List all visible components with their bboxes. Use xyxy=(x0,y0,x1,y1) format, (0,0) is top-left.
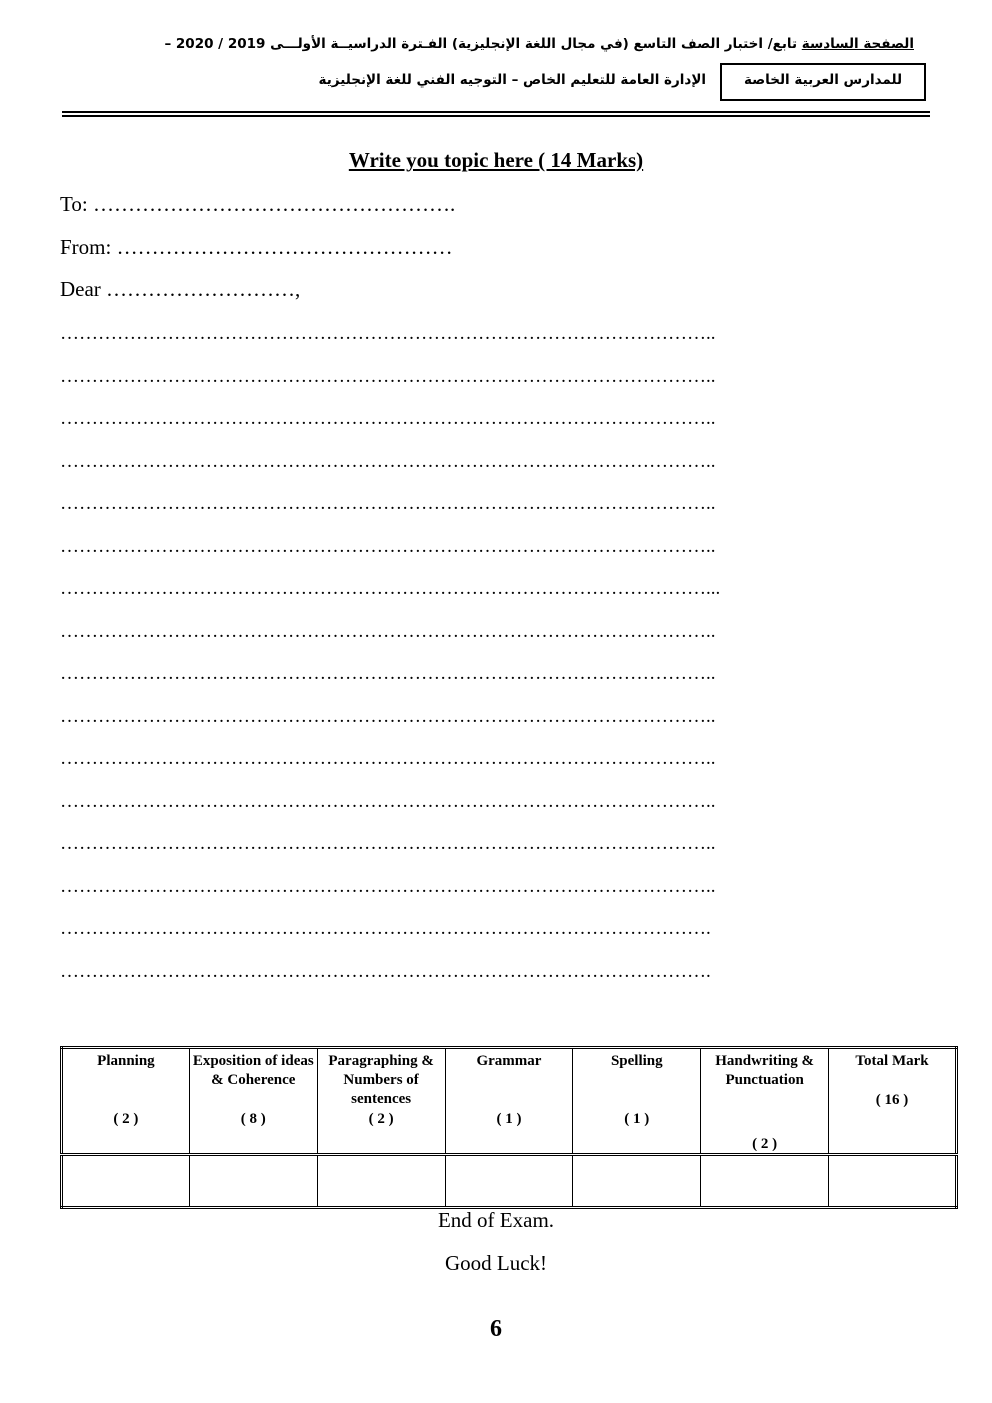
writing-line[interactable]: ………………………………………………………………………………………….. xyxy=(60,620,716,642)
exam-header-title xyxy=(62,36,914,52)
score-cell-handwriting[interactable] xyxy=(701,1155,829,1208)
rubric-criterion-grammar: Grammar ( 1 ) xyxy=(445,1048,573,1155)
rubric-header-row xyxy=(62,1048,957,1155)
writing-line[interactable]: ………………………………………………………………………………………….. xyxy=(60,493,716,514)
topic-title: Write you topic here ( 14 Marks) xyxy=(348,148,644,172)
good-luck-text: Good Luck! xyxy=(444,1251,548,1275)
exam-title: تابع/ اختبار الصف التاسع (في مجال اللغة الإنجليزية) الفـترة الدراسيــة الأولـــى 2019 / 2020 – xyxy=(164,36,798,52)
writing-line[interactable]: ………………………………………………………………………………………….. xyxy=(60,323,716,344)
rubric-criterion-paragraphing: Paragraphing & Numbers of sentences ( 2 ) xyxy=(317,1048,445,1155)
score-cell-paragraphing[interactable] xyxy=(317,1155,445,1208)
score-cell-planning[interactable] xyxy=(62,1155,190,1208)
end-of-exam-text: End of Exam. xyxy=(437,1208,555,1232)
writing-line[interactable]: ………………………………………………………………………………………….. xyxy=(60,535,716,557)
rubric-criterion-total: Total Mark ( 16 ) xyxy=(829,1048,957,1155)
writing-line[interactable]: …………………………………………………………………………………………. xyxy=(60,918,711,939)
writing-line[interactable]: ………………………………………………………………………………………….. xyxy=(60,408,716,429)
rubric-criterion-handwriting: Handwriting & Punctuation ( 2 ) xyxy=(701,1048,829,1155)
dear-line[interactable]: Dear ………………………, xyxy=(60,277,301,301)
writing-line[interactable]: ………………………………………………………………………………………….. xyxy=(60,365,716,387)
marking-rubric-table xyxy=(60,1046,958,1209)
writing-line[interactable]: …………………………………………………………………………………………... xyxy=(60,578,721,599)
header-divider xyxy=(62,111,930,113)
writing-line[interactable]: ………………………………………………………………………………………….. xyxy=(60,833,716,854)
writing-line[interactable]: ………………………………………………………………………………………….. xyxy=(60,875,716,897)
department-line: الإدارة العامة للتعليم الخاص – التوجيه الفني للغة الإنجليزية xyxy=(318,72,706,88)
writing-line[interactable]: ………………………………………………………………………………………….. xyxy=(60,450,716,472)
score-cell-grammar[interactable] xyxy=(445,1155,573,1208)
rubric-criterion-planning: Planning ( 2 ) xyxy=(62,1048,190,1155)
school-type-box: للمدارس العربية الخاصة xyxy=(720,63,926,101)
page-number: 6 xyxy=(490,1316,502,1342)
writing-line[interactable]: …………………………………………………………………………………………. xyxy=(60,960,711,982)
score-cell-spelling[interactable] xyxy=(573,1155,701,1208)
writing-area[interactable] xyxy=(60,320,920,1000)
writing-line[interactable]: ………………………………………………………………………………………….. xyxy=(60,790,716,812)
writing-line[interactable]: ………………………………………………………………………………………….. xyxy=(60,705,716,727)
rubric-criterion-exposition: Exposition of ideas & Coherence ( 8 ) xyxy=(189,1048,317,1155)
writing-line[interactable]: ………………………………………………………………………………………….. xyxy=(60,663,716,684)
to-line[interactable]: To: ……………………………………………. xyxy=(60,192,456,216)
page-label: الصفحة السادسة xyxy=(801,36,914,52)
score-cell-total[interactable] xyxy=(829,1155,957,1208)
header-divider-second xyxy=(62,115,930,117)
score-cell-exposition[interactable] xyxy=(189,1155,317,1208)
writing-line[interactable]: ………………………………………………………………………………………….. xyxy=(60,748,716,769)
rubric-criterion-spelling: Spelling ( 1 ) xyxy=(573,1048,701,1155)
from-line[interactable]: From: ………………………………………… xyxy=(60,235,453,259)
rubric-score-row xyxy=(62,1155,957,1208)
